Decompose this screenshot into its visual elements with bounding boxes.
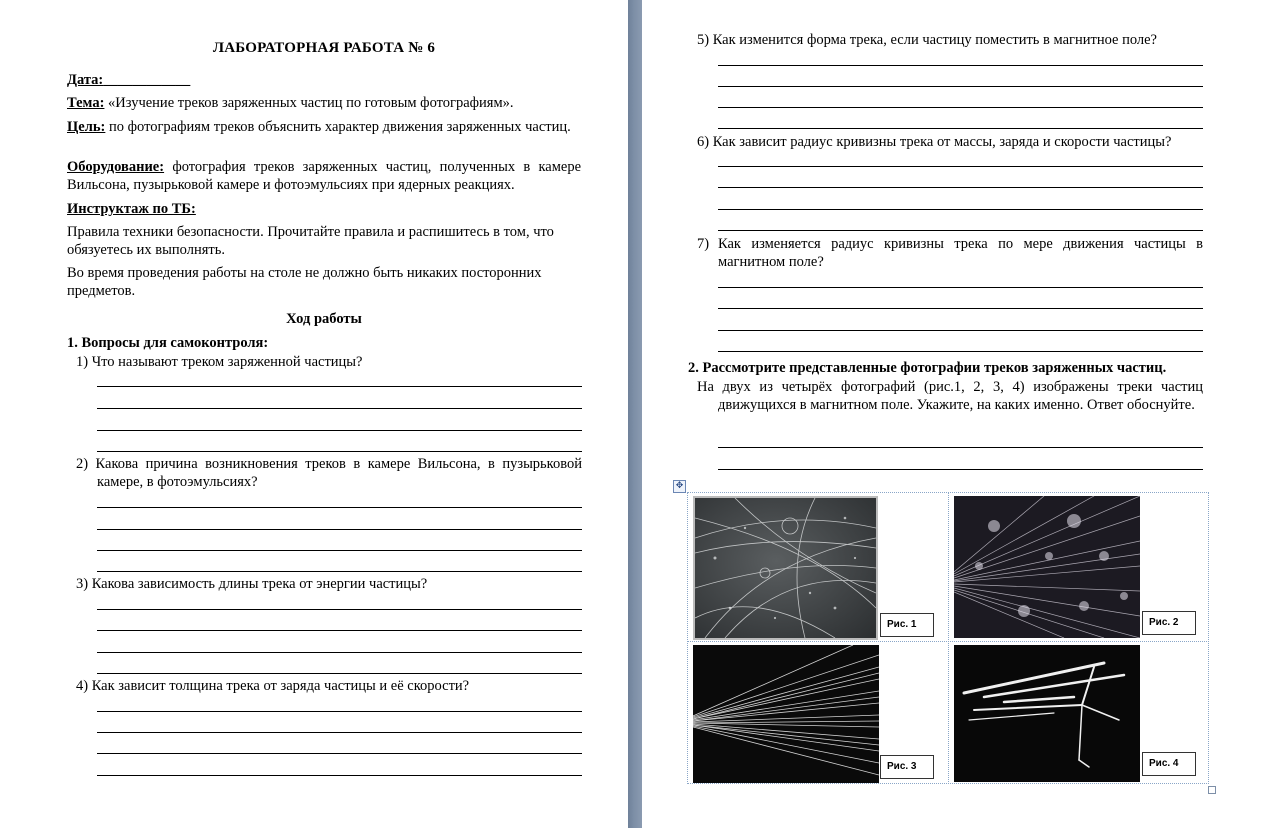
question-7-number: 7) xyxy=(697,236,710,252)
equipment-label: Оборудование: xyxy=(67,159,165,175)
answer-line xyxy=(718,469,1203,470)
figure-2-photo xyxy=(954,496,1140,638)
equipment-text: фотография треков заряженных частиц, полученных в камере Вильсона, пузырьковой камере и фотоэмульсиях при ядерных реакциях. xyxy=(67,159,582,193)
answer-line xyxy=(97,673,582,674)
answer-line xyxy=(97,711,582,712)
answer-line xyxy=(718,447,1203,448)
figure-1-caption: Рис. 1 xyxy=(880,613,934,637)
answer-line xyxy=(97,652,582,653)
table-resize-handle[interactable] xyxy=(1208,786,1216,794)
answer-line xyxy=(718,86,1203,87)
answer-line xyxy=(97,451,582,452)
question-1: 1) Что называют треком заряженной частицы? xyxy=(76,354,363,370)
document-page-left xyxy=(0,0,628,828)
question-7: Как изменяется радиус кривизны трека по мере движения частицы в магнитном поле? xyxy=(718,236,1203,270)
safety-heading: Инструктаж по ТБ: xyxy=(67,201,196,217)
answer-line xyxy=(97,609,582,610)
figure-3-photo xyxy=(693,645,879,783)
date-label: Дата: xyxy=(67,72,104,88)
answer-line xyxy=(97,775,582,776)
answer-line xyxy=(718,107,1203,108)
page-gutter xyxy=(628,0,642,828)
answer-line xyxy=(718,330,1203,331)
answer-line xyxy=(718,65,1203,66)
answer-line xyxy=(718,308,1203,309)
goal-label: Цель: xyxy=(67,119,106,135)
question-3: 3) Какова зависимость длины трека от энергии частицы? xyxy=(76,576,428,592)
answer-line xyxy=(97,630,582,631)
table-move-handle-icon[interactable]: ✥ xyxy=(673,480,686,493)
goal-row xyxy=(67,118,581,136)
question-6: 6) Как зависит радиус кривизны трека от массы, заряда и скорости частицы? xyxy=(697,134,1172,150)
answer-line xyxy=(718,166,1203,167)
question-5: 5) Как изменится форма трека, если частицу поместить в магнитное поле? xyxy=(697,32,1157,48)
answer-line xyxy=(97,507,582,508)
section-2-text: На двух из четырёх фотографий (рис.1, 2, 3, 4) изображены треки частиц движущихся в магнитном поле. Укажите, на каких именно. Ответ обоснуйте. xyxy=(697,379,1203,413)
answer-line xyxy=(97,408,582,409)
answer-line xyxy=(97,386,582,387)
date-row xyxy=(67,71,190,89)
page-title: ЛАБОРАТОРНАЯ РАБОТА № 6 xyxy=(212,40,436,56)
answer-line xyxy=(97,550,582,551)
figure-4-caption: Рис. 4 xyxy=(1142,752,1196,776)
figure-4-photo xyxy=(954,645,1140,782)
section-1-heading: 1. Вопросы для самоконтроля: xyxy=(67,335,269,351)
progress-heading: Ход работы xyxy=(286,311,362,327)
topic-label: Тема: xyxy=(67,95,105,111)
safety-paragraph-2: Во время проведения работы на столе не должно быть никаких посторонних предметов. xyxy=(67,265,542,299)
answer-line xyxy=(718,230,1203,231)
answer-line xyxy=(97,753,582,754)
goal-text: по фотографиям треков объяснить характер движения заряженных частиц. xyxy=(108,119,571,135)
answer-line xyxy=(718,287,1203,288)
question-2: 2) Какова причина возникновения треков в камере Вильсона, в пузырьковой камере, в фотоэмульсиях? xyxy=(76,456,582,490)
safety-paragraph-1: Правила техники безопасности. Прочитайте правила и распишитесь в том, что обязуетесь их выполнять. xyxy=(67,224,554,258)
answer-line xyxy=(718,187,1203,188)
answer-line xyxy=(718,128,1203,129)
answer-line xyxy=(718,351,1203,352)
figure-3-caption: Рис. 3 xyxy=(880,755,934,779)
topic-text: «Изучение треков заряженных частиц по готовым фотографиям». xyxy=(108,95,514,111)
answer-line xyxy=(97,430,582,431)
document-page-right xyxy=(642,0,1274,828)
figure-1-photo xyxy=(693,496,878,640)
answer-line xyxy=(97,529,582,530)
answer-line xyxy=(97,732,582,733)
equipment-row xyxy=(67,158,581,194)
section-2-heading: 2. Рассмотрите представленные фотографии треков заряженных частиц. xyxy=(688,360,1167,376)
date-blank: ____________ xyxy=(103,72,191,88)
answer-line xyxy=(718,209,1203,210)
answer-line xyxy=(97,571,582,572)
topic-row xyxy=(67,94,581,112)
figure-2-caption: Рис. 2 xyxy=(1142,611,1196,635)
question-4: 4) Как зависит толщина трека от заряда частицы и её скорости? xyxy=(76,678,470,694)
